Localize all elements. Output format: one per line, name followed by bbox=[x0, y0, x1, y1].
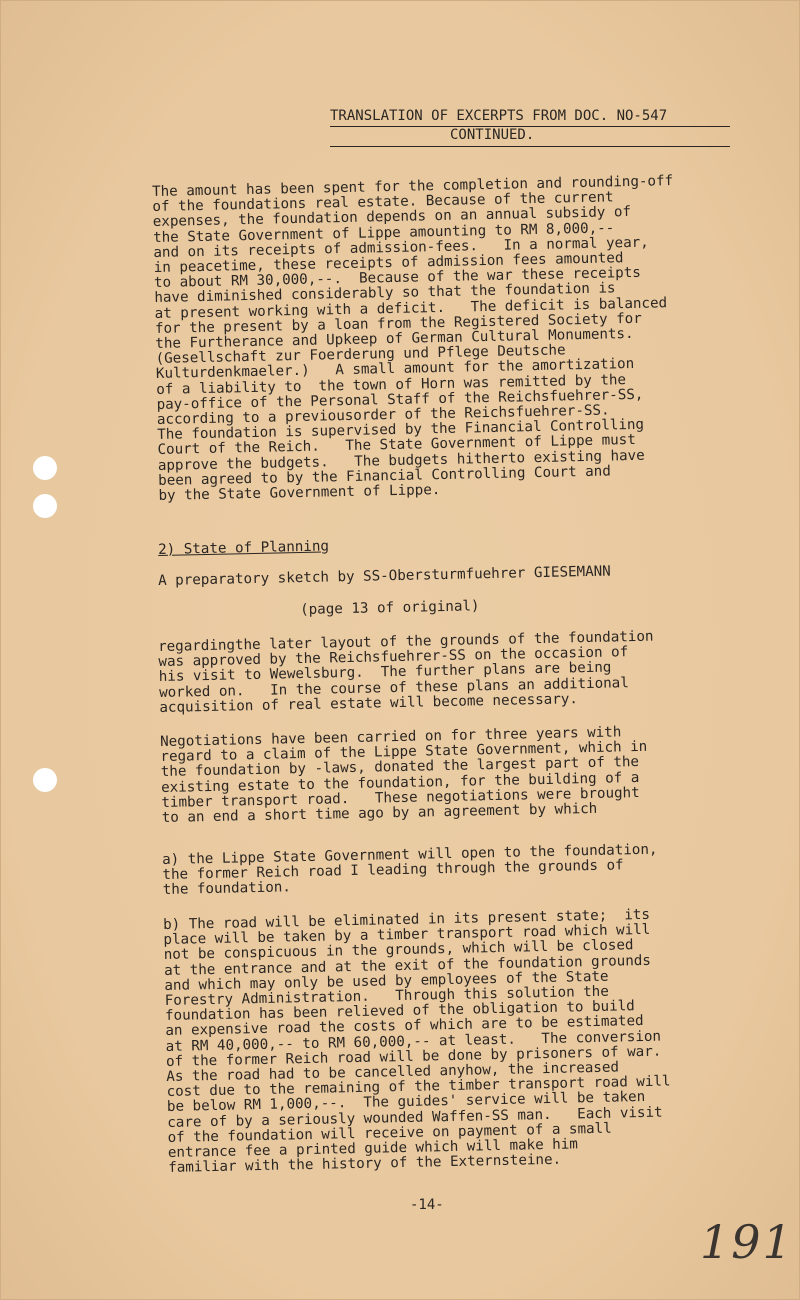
paragraph-agreement-a: a) the Lippe State Government will open to the foundation, the former Reich road I leading through the grounds of the foundation. bbox=[161, 841, 658, 899]
punch-hole bbox=[33, 768, 57, 792]
paragraph-sketch: A preparatory sketch by SS-Obersturmfuehrer GIESEMANN bbox=[157, 563, 611, 589]
header-rule bbox=[330, 146, 730, 147]
header-title: TRANSLATION OF EXCERPTS FROM DOC. NO-547 bbox=[330, 108, 730, 127]
section-heading-state-of-planning: 2) State of Planning bbox=[157, 538, 330, 558]
paragraph-negotiations: Negotiations have been carried on for three years with regard to a claim of the Lippe State Government, which in the foundation by -laws, donated the largest part of the existing estate to the foundation, for the building of a timber transport road. These negotiations were brought to an end a short time ago by an agreement by which bbox=[159, 724, 648, 826]
handwritten-page-number: 191 bbox=[700, 1215, 794, 1269]
punch-hole bbox=[33, 494, 57, 518]
paragraph-agreement-b: b) The road will be eliminated in its present state; its place will be taken by a timber transport road which will not be conspicuous in the grounds, which will be closed at the entrance and at the exit of the foundation grounds and which may only be used by employees of the State Forestry Administration. Through this solution the foundation has been relieved of the obligation to build an expensive road the costs of which are to be estimated at RM 40,000,-- to RM 60,000,-- at least. The conversion of the former Reich road will be done by prisoners of war. As the road had to be cancelled anyhow, the increased cost due to the remaining of the timber transport road will be below RM 1,000,--. The guides' service will be taken care of by a seriously wounded Waffen-SS man. Each visit of the foundation will receive on payment of a small entrance fee a printed guide which will make him familiar with the history of the Externsteine. bbox=[162, 906, 671, 1177]
page-reference: (page 13 of original) bbox=[299, 598, 480, 618]
paragraph-layout-approval: regardingthe later layout of the grounds of the foundation was approved by the Reichsfuehrer-SS on the occasion of his visit to Wewelsburg. The further plans are being worked on. In the course of these plans an additional acquisition of real estate will become necessary. bbox=[157, 628, 654, 716]
document-header bbox=[330, 108, 730, 147]
punch-hole bbox=[33, 456, 57, 480]
paragraph-funding: The amount has been spent for the completion and rounding-off of the foundations real estate. Because of the current expenses, the foundation depends on an annual subsidy of the State Government of Lippe amounting to RM 8,000,-- and on its receipts of admission-fees. In a normal year, in peacetime, these receipts of admission fees amounted to about RM 30,000,--. Because of the war these receipts have diminished considerably so that the foundation is at present working with a deficit. The deficit is balanced for the present by a loan from the Registered Society for the Furtherance and Upkeep of German Cultural Monuments. (Gesellschaft zur Foerderung und Pflege Deutsche Kulturdenkmaeler.) A small amount for the amortization of a liability to the town of Horn was remitted by the pay-office of the Personal Staff of the Reichsfuehrer-SS, according to a previousorder of the Reichsfuehrer-SS. The foundation is supervised by the Financial Controlling Court of the Reich. The State Government of Lippe must approve the budgets. The budgets hitherto existing have been agreed to by the Financial Controlling Court and by the State Government of Lippe. bbox=[151, 173, 674, 504]
header-continued: CONTINUED. bbox=[450, 127, 535, 143]
page-number: -14- bbox=[410, 1197, 444, 1213]
